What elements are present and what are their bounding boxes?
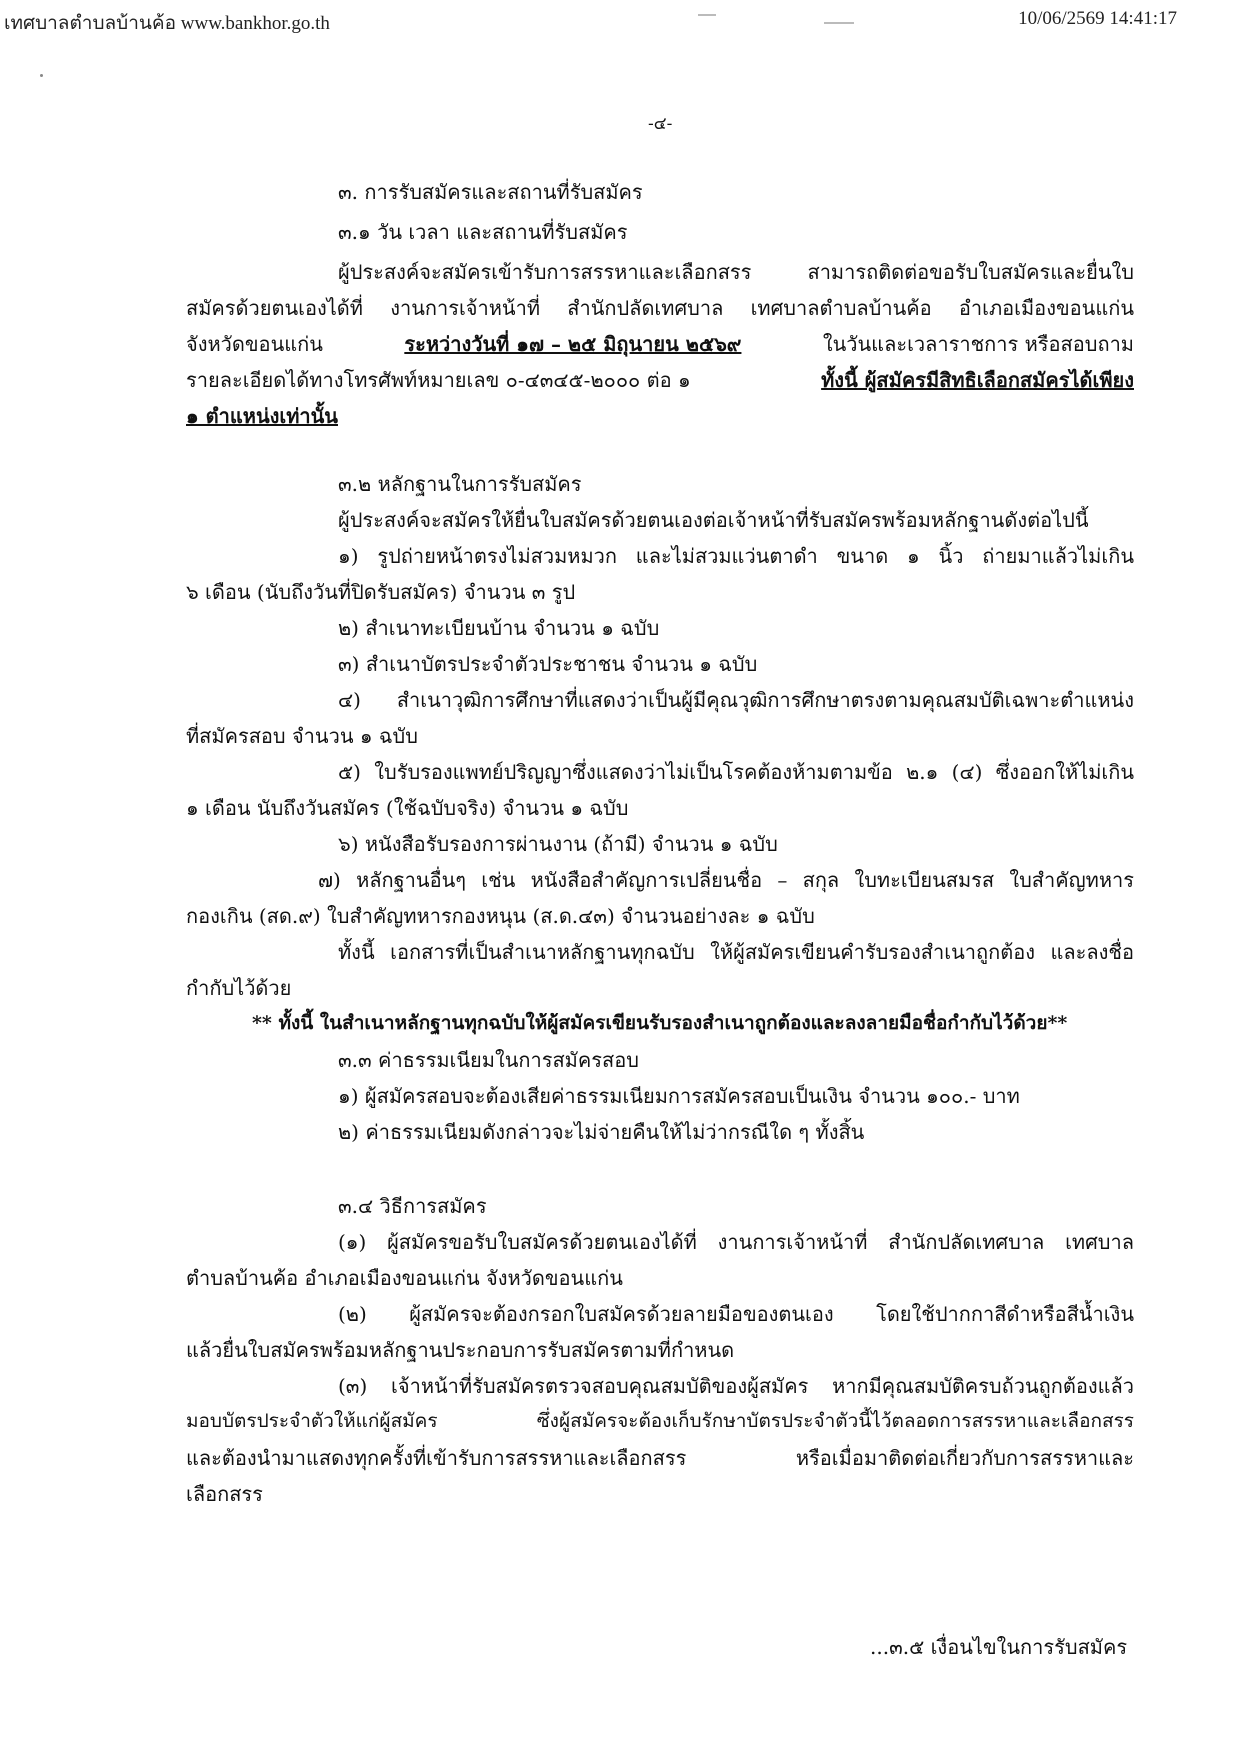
paragraph-line: กำกับไว้ด้วย [186, 976, 292, 1000]
paragraph-line: สมัครด้วยตนเองได้ที่ งานการเจ้าหน้าที่ สำนักปลัดเทศบาล เทศบาลตำบลบ้านค้อ อำเภอเมืองขอนแก่น [186, 296, 1134, 320]
list-item: กองเกิน (สด.๙) ใบสำคัญทหารกองหนุน (ส.ด.๔๓) จำนวนอย่างละ ๑ ฉบับ [186, 904, 815, 928]
list-item: ๑ เดือน นับถึงวันสมัคร (ใช้ฉบับจริง) จำนวน ๑ ฉบับ [186, 796, 629, 820]
list-item: แล้วยื่นใบสมัครพร้อมหลักฐานประกอบการรับสมัครตามที่กำหนด [186, 1338, 735, 1362]
header-timestamp: 10/06/2569 14:41:17 [1018, 8, 1177, 29]
section-3-4-title: ๓.๔ วิธีการสมัคร [338, 1194, 487, 1218]
list-item: (๑) ผู้สมัครขอรับใบสมัครด้วยตนเองได้ที่ งานการเจ้าหน้าที่ สำนักปลัดเทศบาล เทศบาล [338, 1230, 1134, 1254]
page-number: -๔- [648, 114, 673, 134]
list-item: ๗) หลักฐานอื่นๆ เช่น หนังสือสำคัญการเปลี่ยนชื่อ – สกุล ใบทะเบียนสมรส ใบสำคัญทหาร [318, 868, 1134, 892]
list-item: (๓) เจ้าหน้าที่รับสมัครตรวจสอบคุณสมบัติของผู้สมัคร หากมีคุณสมบัติครบถ้วนถูกต้องแล้ว [338, 1374, 1134, 1398]
list-item: และต้องนำมาแสดงทุกครั้งที่เข้ารับการสรรหาและเลือกสรร หรือเมื่อมาติดต่อเกี่ยวกับการสรรหาและ [186, 1446, 1134, 1470]
paragraph-line [186, 334, 1134, 354]
certification-warning: ** ทั้งนี้ ในสำเนาหลักฐานทุกฉบับให้ผู้สมัครเขียนรับรองสำเนาถูกต้องและลงลายมือชื่อกำกับไว้ด้วย** [252, 1012, 1068, 1034]
section-3-title: ๓. การรับสมัครและสถานที่รับสมัคร [338, 180, 643, 204]
application-period: ระหว่างวันที่ ๑๗ – ๒๕ มิถุนายน ๒๕๖๙ [404, 332, 742, 356]
continuation-note: ...๓.๕ เงื่อนไขในการรับสมัคร [870, 1635, 1128, 1659]
list-item: ๕) ใบรับรองแพทย์ปริญญาซึ่งแสดงว่าไม่เป็นโรคต้องห้ามตามข้อ ๒.๑ (๔) ซึ่งออกให้ไม่เกิน [338, 760, 1134, 784]
list-item: ๔) สำเนาวุฒิการศึกษาที่แสดงว่าเป็นผู้มีคุณวุฒิการศึกษาตรงตามคุณสมบัติเฉพาะตำแหน่ง [338, 688, 1134, 712]
list-item: ๒) สำเนาทะเบียนบ้าน จำนวน ๑ ฉบับ [338, 616, 660, 640]
list-item: ๑) รูปถ่ายหน้าตรงไม่สวมหมวก และไม่สวมแว่นตาดำ ขนาด ๑ นิ้ว ถ่ายมาแล้วไม่เกิน [338, 544, 1134, 568]
list-item: ๒) ค่าธรรมเนียมดังกล่าวจะไม่จ่ายคืนให้ไม่ว่ากรณีใด ๆ ทั้งสิ้น [338, 1120, 865, 1144]
section-3-3-title: ๓.๓ ค่าธรรมเนียมในการสมัครสอบ [338, 1048, 639, 1072]
list-item: ๑) ผู้สมัครสอบจะต้องเสียค่าธรรมเนียมการสมัครสอบเป็นเงิน จำนวน ๑๐๐.- บาท [338, 1084, 1020, 1108]
list-item: ที่สมัครสอบ จำนวน ๑ ฉบับ [186, 724, 418, 748]
phone-text: รายละเอียดได้ทางโทรศัพท์หมายเลข ๐-๔๓๔๕-๒๐๐๐ ต่อ ๑ [186, 368, 691, 392]
paragraph-line [186, 370, 1134, 390]
text-run: จังหวัดขอนแก่น [186, 332, 323, 356]
list-item: ๓) สำเนาบัตรประจำตัวประชาชน จำนวน ๑ ฉบับ [338, 652, 758, 676]
text-run: ในวันและเวลาราชการ หรือสอบถาม [822, 332, 1134, 356]
list-item: เลือกสรร [186, 1482, 263, 1506]
paragraph-line: ผู้ประสงค์จะสมัครเข้ารับการสรรหาและเลือกสรร สามารถติดต่อขอรับใบสมัครและยื่นใบ [338, 260, 1134, 284]
header-site: เทศบาลตำบลบ้านค้อ www.bankhor.go.th [4, 13, 330, 34]
one-position-note-end: ๑ ตำแหน่งเท่านั้น [186, 404, 338, 428]
list-item: มอบบัตรประจำตัวให้แก่ผู้สมัคร ซึ่งผู้สมัครจะต้องเก็บรักษาบัตรประจำตัวนี้ไว้ตลอดการสรรหาและเลือกสรร [186, 1410, 1134, 1432]
list-item: ๖) หนังสือรับรองการผ่านงาน (ถ้ามี) จำนวน ๑ ฉบับ [338, 832, 778, 856]
list-item: ๖ เดือน (นับถึงวันที่ปิดรับสมัคร) จำนวน ๓ รูป [186, 580, 576, 604]
one-position-note: ทั้งนี้ ผู้สมัครมีสิทธิเลือกสมัครได้เพียง [821, 368, 1134, 392]
section-3-1-title: ๓.๑ วัน เวลา และสถานที่รับสมัคร [338, 220, 628, 244]
paragraph-line: ทั้งนี้ เอกสารที่เป็นสำเนาหลักฐานทุกฉบับ ให้ผู้สมัครเขียนคำรับรองสำเนาถูกต้อง และลงชื่อ [338, 940, 1134, 964]
list-item: ตำบลบ้านค้อ อำเภอเมืองขอนแก่น จังหวัดขอนแก่น [186, 1266, 623, 1290]
section-3-2-title: ๓.๒ หลักฐานในการรับสมัคร [338, 472, 582, 496]
paragraph-line: ผู้ประสงค์จะสมัครให้ยื่นใบสมัครด้วยตนเองต่อเจ้าหน้าที่รับสมัครพร้อมหลักฐานดังต่อไปนี้ [338, 508, 1089, 532]
list-item: (๒) ผู้สมัครจะต้องกรอกใบสมัครด้วยลายมือของตนเอง โดยใช้ปากกาสีดำหรือสีน้ำเงิน [338, 1302, 1134, 1326]
